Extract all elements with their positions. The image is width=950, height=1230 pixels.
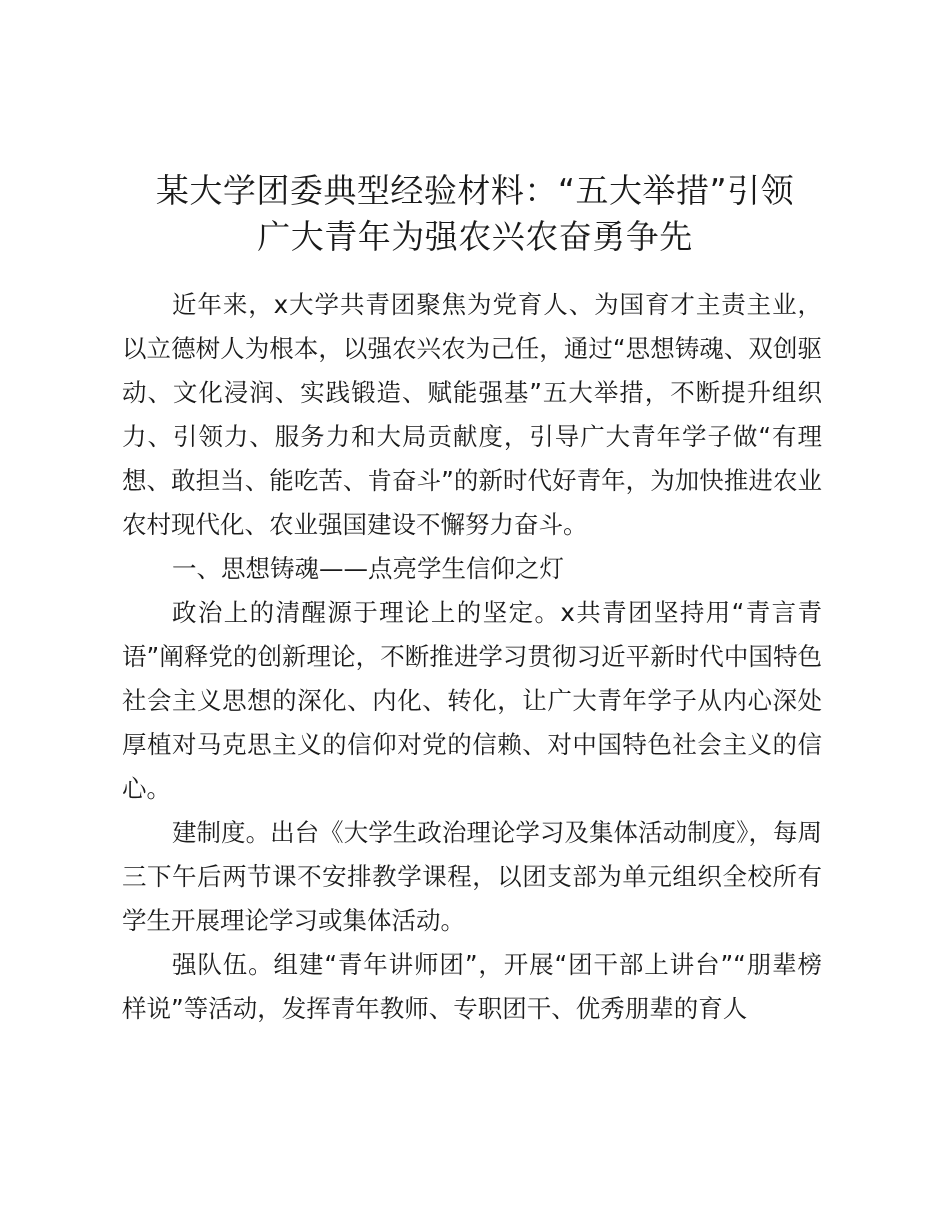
section-1-paragraph: 政治上的清醒源于理论上的坚定。x共青团坚持用“青言青语”阐释党的创新理论，不断推进学习贯彻习近平新时代中国特色社会主义思想的深化、内化、转化，让广大青年学子从内心深处厚植对马克思主义的信仰对党的信赖、对中国特色社会主义的信心。 bbox=[122, 598, 822, 803]
document-title bbox=[110, 168, 840, 260]
title-line-1: 某大学团委典型经验材料：“五大举措”引领 bbox=[155, 171, 795, 210]
document-body bbox=[122, 283, 822, 1031]
title-line-2: 广大青年为强农兴农奋勇争先 bbox=[257, 217, 693, 256]
intro-paragraph: 近年来，x大学共青团聚焦为党育人、为国育才主责主业，以立德树人为根本，以强农兴农为己任，通过“思想铸魂、双创驱动、文化浸润、实践锻造、赋能强基”五大举措，不断提升组织力、引领力、服务力和大局贡献度，引导广大青年学子做“有理想、敢担当、能吃苦、肯奋斗”的新时代好青年，为加快推进农业农村现代化、农业强国建设不懈努力奋斗。 bbox=[122, 290, 822, 539]
team-paragraph: 强队伍。组建“青年讲师团”，开展“团干部上讲台”“朋辈榜样说”等活动，发挥青年教师、专职团干、优秀朋辈的育人 bbox=[122, 950, 822, 1023]
section-1-heading: 一、思想铸魂——点亮学生信仰之灯 bbox=[172, 554, 564, 583]
system-paragraph: 建制度。出台《大学生政治理论学习及集体活动制度》，每周三下午后两节课不安排教学课程，以团支部为单元组织全校所有学生开展理论学习或集体活动。 bbox=[122, 818, 822, 935]
